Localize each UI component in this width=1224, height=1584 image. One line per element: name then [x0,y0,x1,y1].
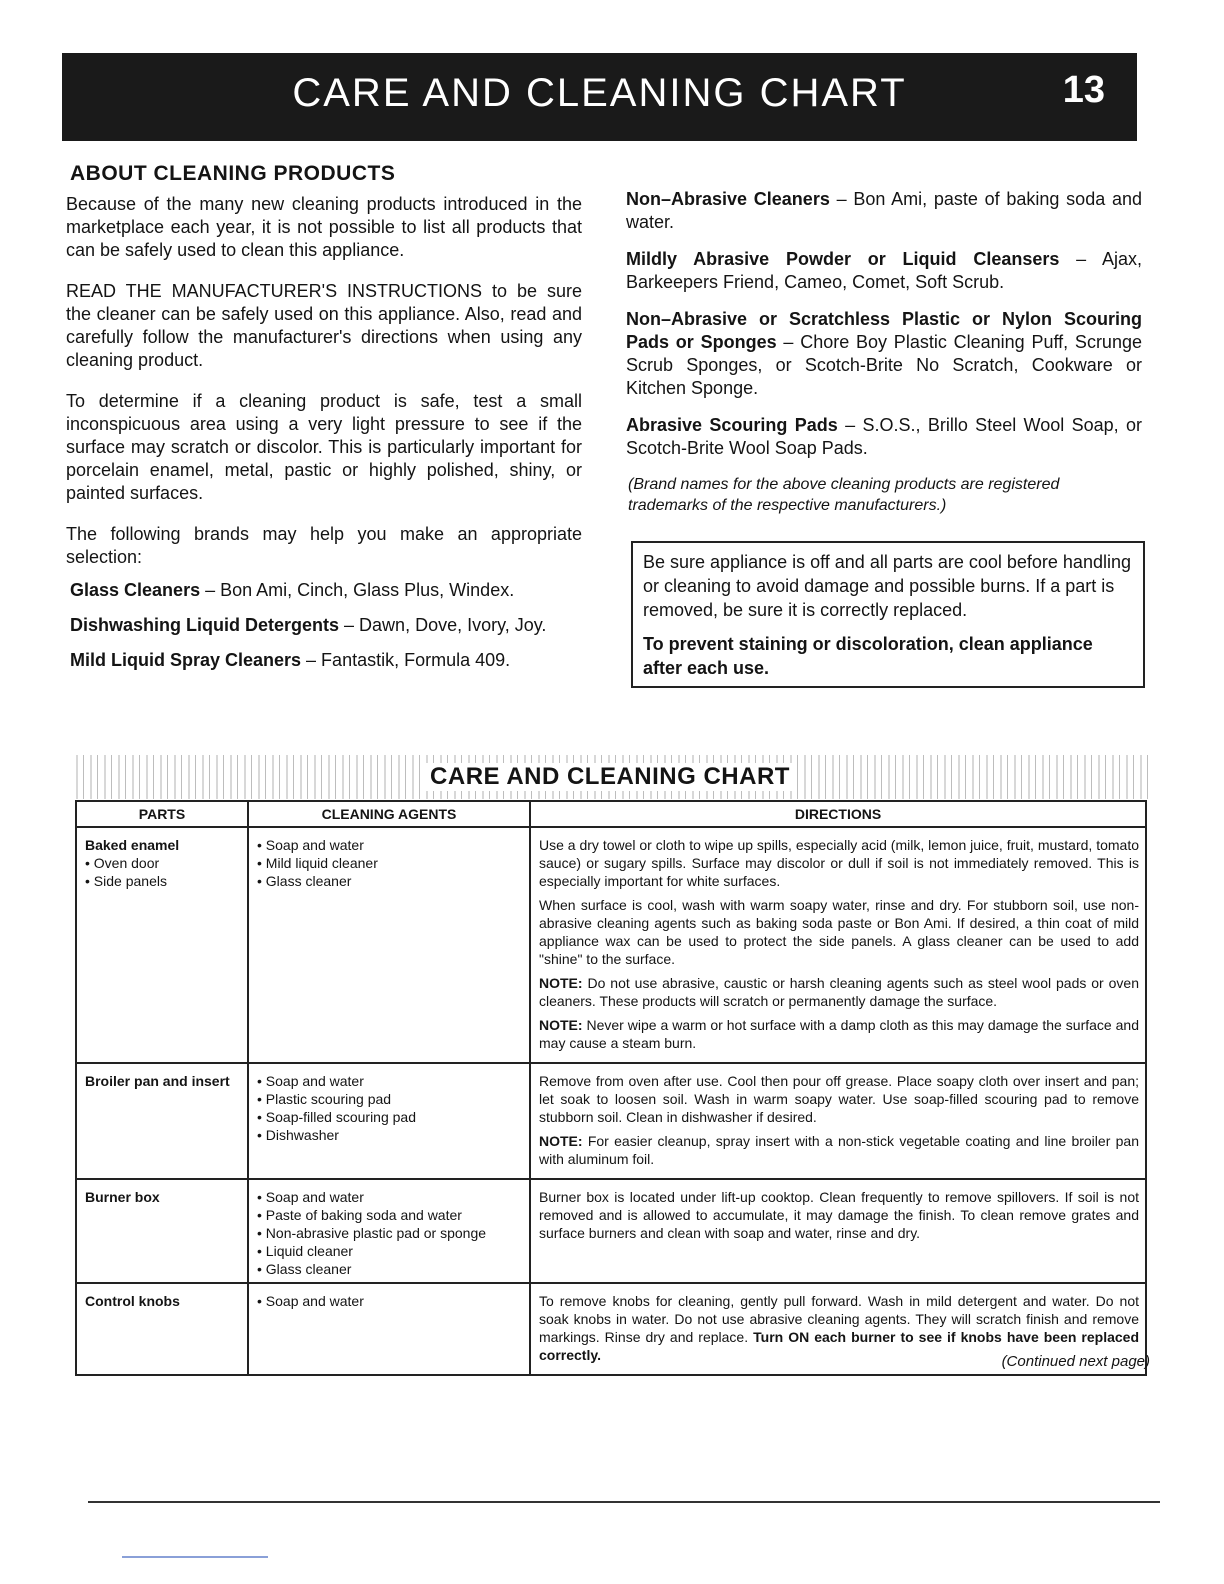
agents-cell [248,1063,530,1179]
part-cell [76,1283,248,1375]
brand-head: Non–Abrasive Cleaners [626,189,830,209]
table-header-row [76,801,1146,827]
brand-line [70,649,582,672]
direction-paragraph: Use a dry towel or cloth to wipe up spills, especially acid (milk, lemon juice, fruit, mustard, tomato sauce) or sugary spills. Surface may discolor or dull if soil is not immediately removed. This is especially important for white surfaces. [539,837,1139,889]
list-item: • Paste of baking soda and water [257,1206,523,1224]
brand-text: – Chore Boy Plastic Cleaning Puff, Scrunge Scrub Sponges, or Scotch-Brite No Scratch, Cookware or Kitchen Sponge. [626,332,1142,398]
warning-box [631,541,1145,688]
direction-paragraph: When surface is cool, wash with warm soapy water, rinse and dry. For stubborn soil, use non-abrasive cleaning agents such as baking soda paste or Bon Ami. If desired, a thin coat of mild appliance wax can be used to protect the side panels. A glass cleaner can be used to add "shine" to the surface. [539,897,1139,967]
part-name: Control knobs [85,1293,180,1309]
list-item: • Glass cleaner [257,1260,523,1278]
list-item: • Liquid cleaner [257,1242,523,1260]
continued-note: (Continued next page) [1001,1353,1150,1370]
section-title: ABOUT CLEANING PRODUCTS [70,162,396,185]
directions-cell [530,1179,1146,1283]
note-label: NOTE: [539,975,583,991]
brand-text: – Fantastik, Formula 409. [301,650,511,670]
care-cleaning-table [75,800,1147,1376]
part-cell [76,1179,248,1283]
brand-head: Dishwashing Liquid Detergents [70,615,340,635]
page-title: CARE AND CLEANING CHART [292,71,907,115]
brand-head: Glass Cleaners [70,580,201,600]
list-item: • Mild liquid cleaner [257,854,523,872]
brand-text: – Ajax, Barkeepers Friend, Cameo, Comet, Soft Scrub. [626,249,1142,292]
brand-text: – Bon Ami, paste of baking soda and water. [626,189,1142,232]
list-item: • Soap and water [257,1188,523,1206]
agents-cell [248,1179,530,1283]
note-text: For easier cleanup, spray insert with a non-stick vegetable coating and line broiler pan with aluminum foil. [539,1133,1139,1167]
agent-list [257,1072,523,1144]
paragraph: READ THE MANUFACTURER'S INSTRUCTIONS to be sure the cleaner can be safely used on this appliance. Also, read and carefully follow the manufacturer's directions when using any cleaning product. [66,281,582,370]
brand-line [626,414,1142,460]
warning-text: Be sure appliance is off and all parts are cool before handling or cleaning to avoid damage and possible burns. If a part is removed, be sure it is correctly replaced. [643,552,1131,620]
part-name: Baked enamel [85,837,180,853]
column-header-parts: PARTS [76,801,248,827]
list-item: • Soap and water [257,1072,523,1090]
part-name: Burner box [85,1189,160,1205]
direction-text: To remove knobs for cleaning, gently pull forward. Wash in mild detergent and water. Do not soak knobs in water. Do not use abrasive cleaning agents. They will scratch finish and remove markings. Rinse dry and replace. [539,1293,1139,1345]
note-text: Never wipe a warm or hot surface with a damp cloth as this may damage the surface and may cause a steam burn. [539,1017,1139,1051]
brand-head: Mild Liquid Spray Cleaners [70,650,302,670]
direction-paragraph: Remove from oven after use. Cool then pour off grease. Place soapy cloth over insert and pan; let soak to loosen soil. Wash in warm soapy water. Use soap-filled scouring pad to remove stubborn soil. Clean in dishwasher if desired. [539,1073,1139,1125]
brand-line [626,248,1142,294]
list-item: • Soap-filled scouring pad [257,1108,523,1126]
part-sub-list [85,854,241,890]
agent-list [257,1292,523,1310]
note-text: Do not use abrasive, caustic or harsh cleaning agents such as steel wool pads or oven cleaners. These products will scratch or permanently damage the surface. [539,975,1139,1009]
brand-text: – S.O.S., Brillo Steel Wool Soap, or Scotch-Brite Wool Soap Pads. [626,415,1142,458]
brand-text: – Bon Ami, Cinch, Glass Plus, Windex. [200,580,515,600]
table-row [76,1179,1146,1283]
chart-title-band [70,755,1150,799]
direction-paragraph [539,1016,1139,1052]
agents-cell [248,827,530,1063]
direction-paragraph [539,974,1139,1010]
directions-cell [530,827,1146,1063]
chart-title: CARE AND CLEANING CHART [424,763,796,791]
note-label: NOTE: [539,1133,583,1149]
part-cell [76,1063,248,1179]
table-row [76,1283,1146,1375]
part-cell [76,827,248,1063]
list-item: • Soap and water [257,1292,523,1310]
brand-line [626,308,1142,400]
column-header-directions: DIRECTIONS [530,801,1146,827]
brands-section [626,188,1142,534]
direction-paragraph: Burner box is located under lift-up cooktop. Clean frequently to remove spillovers. If soil is not removed and is allowed to accumulate, it may damage the finish. To clean remove grates and surface burners and clean with soap and water, rinse and dry. [539,1189,1139,1241]
agent-list [257,1188,523,1278]
table-row [76,1063,1146,1179]
note-label: NOTE: [539,1017,583,1033]
paragraph: The following brands may help you make an appropriate selection: [66,524,582,567]
brand-line [626,188,1142,234]
direction-paragraph [539,1132,1139,1168]
brand-head: Abrasive Scouring Pads [626,415,838,435]
direction-bold-text: Turn ON each burner to see if knobs have been replaced correctly. [539,1329,1140,1363]
trademark-note: (Brand names for the above cleaning products are registered trademarks of the respective manufacturers.) [628,476,1060,514]
paragraph: To determine if a cleaning product is safe, test a small inconspicuous area using a very light pressure to see if the surface may scratch or discolor. This is particularly important for porcelain enamel, metal, pastic or highly polished, shiny, or painted surfaces. [66,391,582,503]
paragraph: Because of the many new cleaning products introduced in the marketplace each year, it is not possible to list all products that can be safely used to clean this appliance. [66,194,582,260]
column-header-agents: CLEANING AGENTS [248,801,530,827]
table-row [76,827,1146,1063]
page-header [62,53,1137,141]
list-item: • Plastic scouring pad [257,1090,523,1108]
part-name: Broiler pan and insert [85,1073,230,1089]
brand-line [70,579,582,602]
brand-head: Non–Abrasive or Scratchless Plastic or Nylon Scouring Pads or Sponges [626,309,1142,352]
list-item: • Soap and water [257,836,523,854]
agents-cell [248,1283,530,1375]
list-item: • Glass cleaner [257,872,523,890]
page-number: 13 [1062,69,1105,111]
brand-line [70,614,582,637]
brand-text: – Dawn, Dove, Ivory, Joy. [339,615,547,635]
agent-list [257,836,523,890]
corner-divider [122,1556,268,1558]
directions-cell [530,1063,1146,1179]
list-item: • Dishwasher [257,1126,523,1144]
footer-divider [88,1501,1160,1503]
list-item: • Side panels [85,872,241,890]
warning-bold-text: To prevent staining or discoloration, clean appliance after each use. [643,634,1093,678]
list-item: • Oven door [85,854,241,872]
brand-head: Mildly Abrasive Powder or Liquid Cleansers [626,249,1060,269]
list-item: • Non-abrasive plastic pad or sponge [257,1224,523,1242]
about-section [66,162,582,684]
